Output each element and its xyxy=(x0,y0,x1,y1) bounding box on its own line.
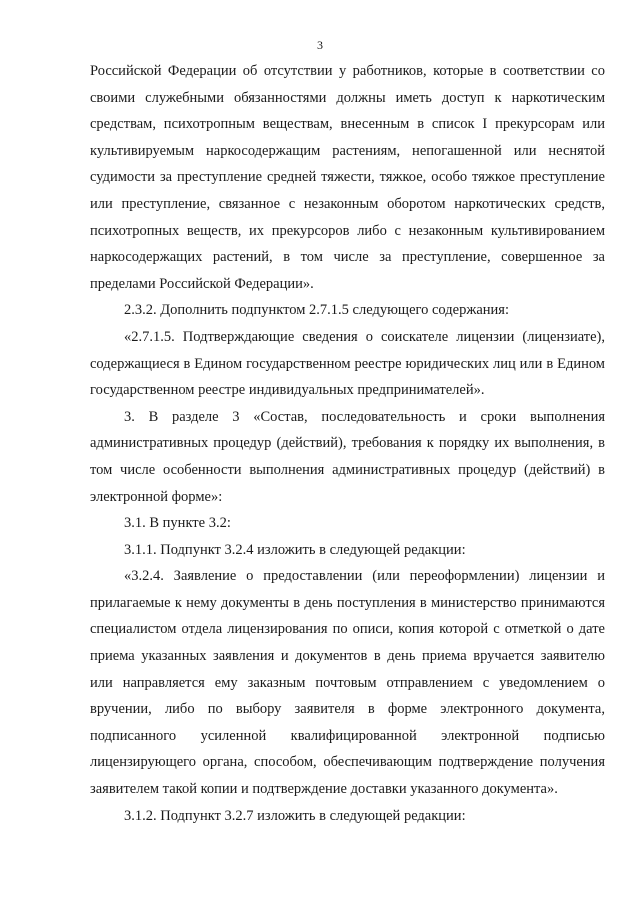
paragraph-2-3-2: 2.3.2. Дополнить подпунктом 2.7.1.5 следующего содержания: xyxy=(124,302,509,319)
paragraph-continuation: Российской Федерации об отсутствии у работников, которые в соответствии со своими служебными обязанностями должны иметь доступ к наркотическим средствам, психотропным веществам, внесенным в список I прекурсорам или культивируемым наркосодержащим растениям, непогашенной или неснятой судимости за преступление средней тяжести, тяжкое, особо тяжкое преступление или преступление, связанное с незаконным оборотом наркотических средств, психотропных веществ, их прекурсоров либо с незаконным культивированием наркосодержащих растений, в том числе за преступление, совершенное за пределами Российской Федерации». xyxy=(90,63,605,292)
paragraph-3-1-1: 3.1.1. Подпункт 3.2.4 изложить в следующей редакции: xyxy=(124,541,466,558)
page-number: 3 xyxy=(317,38,323,52)
paragraph-3-1: 3.1. В пункте 3.2: xyxy=(124,515,231,532)
paragraph-3-2-4: «3.2.4. Заявление о предоставлении (или переоформлении) лицензии и прилагаемые к нему документы в день поступления в министерство принимаются специалистом отдела лицензирования по описи, копия которой с отметкой о дате приема указанных заявления и документов в день приема вручается заявителю или направляется ему заказным почтовым отправлением с уведомлением о вручении, либо по выбору заявителя в форме электронного документа, подписанного усиленной квалифицированной электронной подписью лицензирующего органа, способом, обеспечивающим подтверждение получения заявителем такой копии и подтверждение доставки указанного документа». xyxy=(90,568,605,798)
paragraph-3-1-2: 3.1.2. Подпункт 3.2.7 изложить в следующей редакции: xyxy=(124,807,466,824)
paragraph-section-3: 3. В разделе 3 «Состав, последовательность и сроки выполнения административных процедур (действий), требования к порядку их выполнения, в том числе особенности выполнения административных процедур (действий) в электронной форме»: xyxy=(90,408,605,505)
document-body xyxy=(90,58,605,829)
paragraph-2-7-1-5: «2.7.1.5. Подтверждающие сведения о соискателе лицензии (лицензиате), содержащиеся в Едином государственном реестре юридических лиц или в Едином государственном реестре индивидуальных предпринимателей». xyxy=(90,328,605,399)
